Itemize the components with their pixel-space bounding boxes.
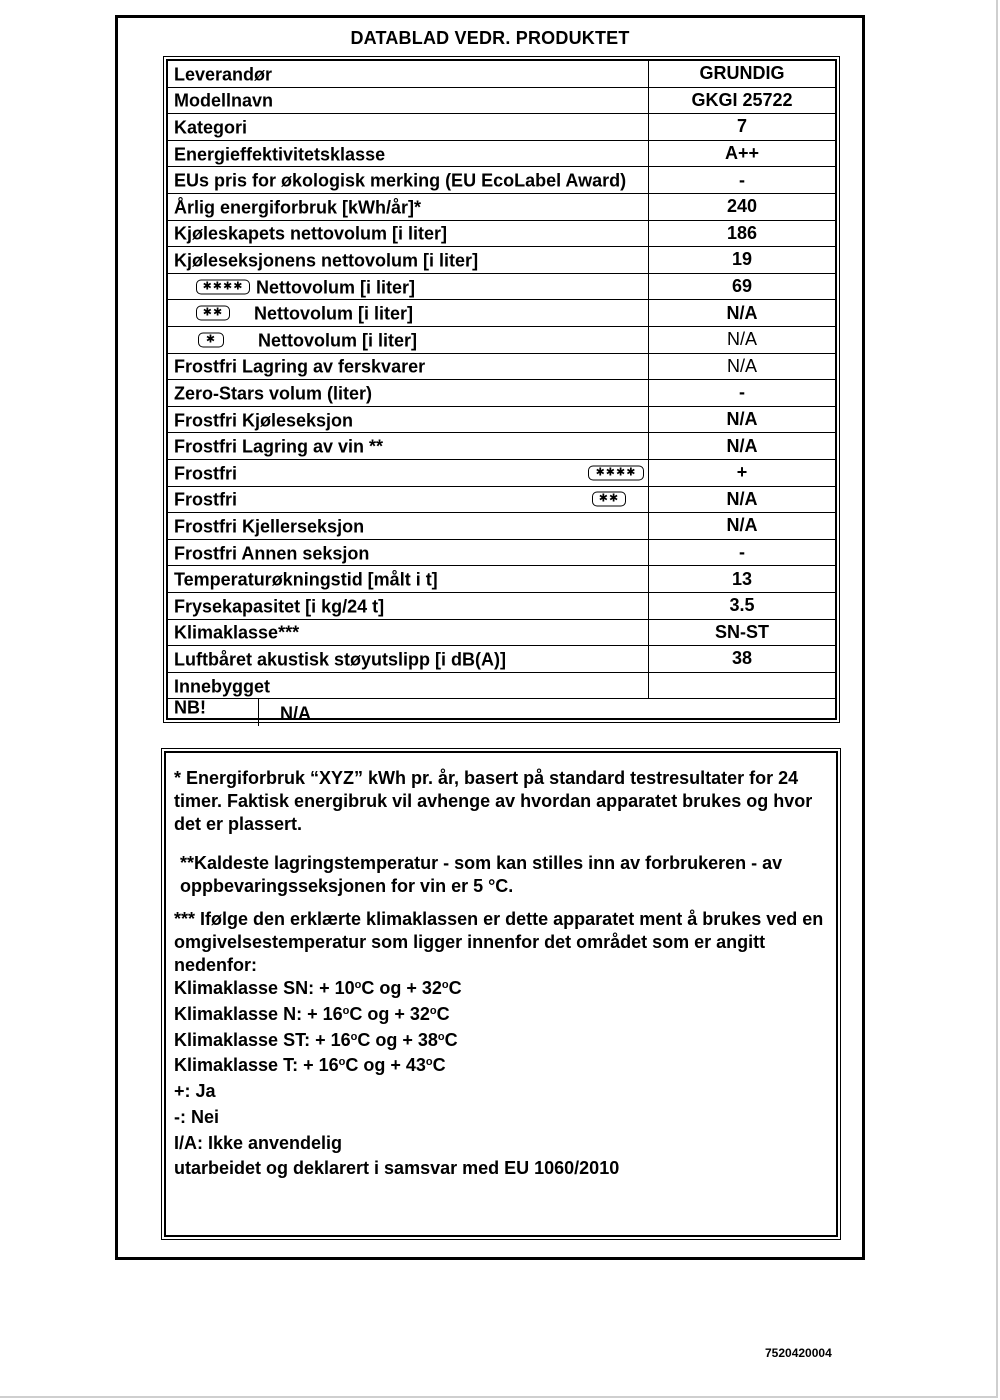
row-value: N/A	[648, 487, 835, 513]
table-row	[168, 460, 835, 487]
freezer-star-icon: ✱✱✱✱	[196, 279, 250, 294]
freezer-star-icon: ✱✱	[196, 306, 230, 321]
row-label: Modellnavn	[174, 90, 274, 111]
row-label: Luftbåret akustisk støyutslipp [i dB(A)]	[174, 649, 507, 670]
row-label: Nettovolum [i liter]	[256, 277, 416, 298]
declaration-text: utarbeidet og deklarert i samsvar med EU 1060/2010	[174, 1158, 620, 1178]
note-climate-class: *** Ifølge den erklærte klimaklassen er dette apparatet ment å brukes ved en omgivelsestemperatur som ligger innenfor det området som er angitt nedenfor:	[174, 909, 824, 975]
nb-divider	[258, 699, 259, 726]
document-code: 7520420004	[765, 1346, 832, 1360]
row-value: GRUNDIG	[648, 61, 835, 87]
nb-value: N/A	[280, 703, 311, 724]
freezer-star-icon: ✱✱	[592, 492, 626, 507]
row-value: 19	[648, 247, 835, 273]
table-row	[168, 61, 835, 88]
row-label: Frostfri Lagring av ferskvarer	[174, 356, 426, 377]
table-row	[168, 300, 835, 327]
row-value: -	[648, 380, 835, 406]
climate-t: Klimaklasse T: + $16^oC$ og + $43^oC$	[174, 1055, 446, 1075]
row-label: Nettovolum [i liter]	[254, 303, 414, 324]
row-value: N/A	[648, 354, 835, 380]
row-label: Kjøleskapets nettovolum [i liter]	[174, 223, 448, 244]
table-row	[168, 646, 835, 673]
row-label: Nettovolum [i liter]	[258, 330, 418, 351]
table-row	[168, 407, 835, 434]
row-value: N/A	[648, 407, 835, 433]
table-row	[168, 487, 835, 514]
table-row	[168, 593, 835, 620]
row-value: N/A	[648, 513, 835, 539]
table-row	[168, 566, 835, 593]
row-label: Frostfri Kjellerseksjon	[174, 516, 365, 537]
table-row	[168, 114, 835, 141]
row-value: 13	[648, 566, 835, 592]
row-value: 3.5	[648, 593, 835, 619]
row-value: 38	[648, 646, 835, 672]
table-row	[168, 194, 835, 221]
row-value: N/A	[648, 300, 835, 326]
nb-label: NB!	[174, 697, 206, 718]
note-energy: * Energiforbruk “XYZ” kWh pr. år, basert på standard testresultater for 24 timer. Faktisk energibruk vil avhenge av hvordan apparatet brukes og hvor det er plassert.	[174, 768, 813, 834]
row-label: EUs pris for økologisk merking (EU EcoLabel Award)	[174, 170, 627, 191]
legend-not-applicable: I/A: Ikke anvendelig	[174, 1133, 343, 1153]
table-row	[168, 88, 835, 115]
table-row	[168, 274, 835, 301]
row-label: Energieffektivitetsklasse	[174, 144, 386, 165]
table-body	[166, 59, 837, 724]
climate-st: Klimaklasse ST: + $16^oC$ og + $38^oC$	[174, 1030, 458, 1050]
row-value: N/A	[648, 433, 835, 459]
row-value: 69	[648, 274, 835, 300]
row-value: +	[648, 460, 835, 486]
table-row	[168, 540, 835, 567]
row-label: Innebygget	[174, 676, 271, 697]
footnotes	[164, 751, 838, 1237]
row-value: 240	[648, 194, 835, 220]
table-row	[168, 141, 835, 168]
table-row	[168, 167, 835, 194]
row-label: Kjøleseksjonens nettovolum [i liter]	[174, 250, 479, 271]
row-value: A++	[648, 141, 835, 167]
nb-row	[168, 699, 835, 726]
product-data-table	[163, 56, 840, 723]
table-row	[168, 327, 835, 354]
freezer-star-icon: ✱	[198, 332, 224, 347]
table-row	[168, 380, 835, 407]
datasheet-frame	[115, 15, 865, 1260]
climate-sn: Klimaklasse SN: + $10^oC$ og + $32^oC$	[174, 978, 462, 998]
legend-yes: +: Ja	[174, 1081, 216, 1101]
row-label: Frostfri Kjøleseksjon	[174, 410, 354, 431]
row-value	[648, 673, 835, 699]
freezer-star-icon: ✱✱✱✱	[588, 465, 644, 480]
row-value: GKGI 25722	[648, 88, 835, 114]
table-row	[168, 354, 835, 381]
document-title: DATABLAD VEDR. PRODUKTET	[350, 28, 630, 48]
table-row	[168, 673, 835, 700]
table-row	[168, 433, 835, 460]
climate-n: Klimaklasse N: + $16^oC$ og + $32^oC$	[174, 1004, 450, 1024]
table-row	[168, 221, 835, 248]
row-label: Klimaklasse***	[174, 622, 300, 643]
row-value: 186	[648, 221, 835, 247]
row-label: Frostfri	[174, 489, 237, 510]
row-label: Årlig energiforbruk [kWh/år]*	[174, 197, 422, 218]
row-label: Frysekapasitet [i kg/24 t]	[174, 596, 385, 617]
row-label: Zero-Stars volum (liter)	[174, 383, 373, 404]
row-label: Frostfri Annen seksjon	[174, 543, 370, 564]
row-value: -	[648, 167, 835, 193]
row-value: N/A	[648, 327, 835, 353]
row-label: Frostfri Lagring av vin **	[174, 436, 384, 457]
row-label: Kategori	[174, 117, 248, 138]
row-value: 7	[648, 114, 835, 140]
table-row	[168, 247, 835, 274]
footnotes-box	[161, 748, 841, 1240]
row-label: Temperaturøkningstid [målt i t]	[174, 569, 438, 590]
row-label: Leverandør	[174, 64, 273, 85]
row-label: Frostfri	[174, 463, 237, 484]
table-row	[168, 513, 835, 540]
legend-no: -: Nei	[174, 1107, 219, 1127]
note-wine-temperature: **Kaldeste lagringstemperatur - som kan stilles inn av forbrukeren - av oppbevaringsseksjonen for vin er 5 °C.	[180, 853, 783, 896]
row-value: -	[648, 540, 835, 566]
row-value: SN-ST	[648, 620, 835, 646]
table-row	[168, 620, 835, 647]
